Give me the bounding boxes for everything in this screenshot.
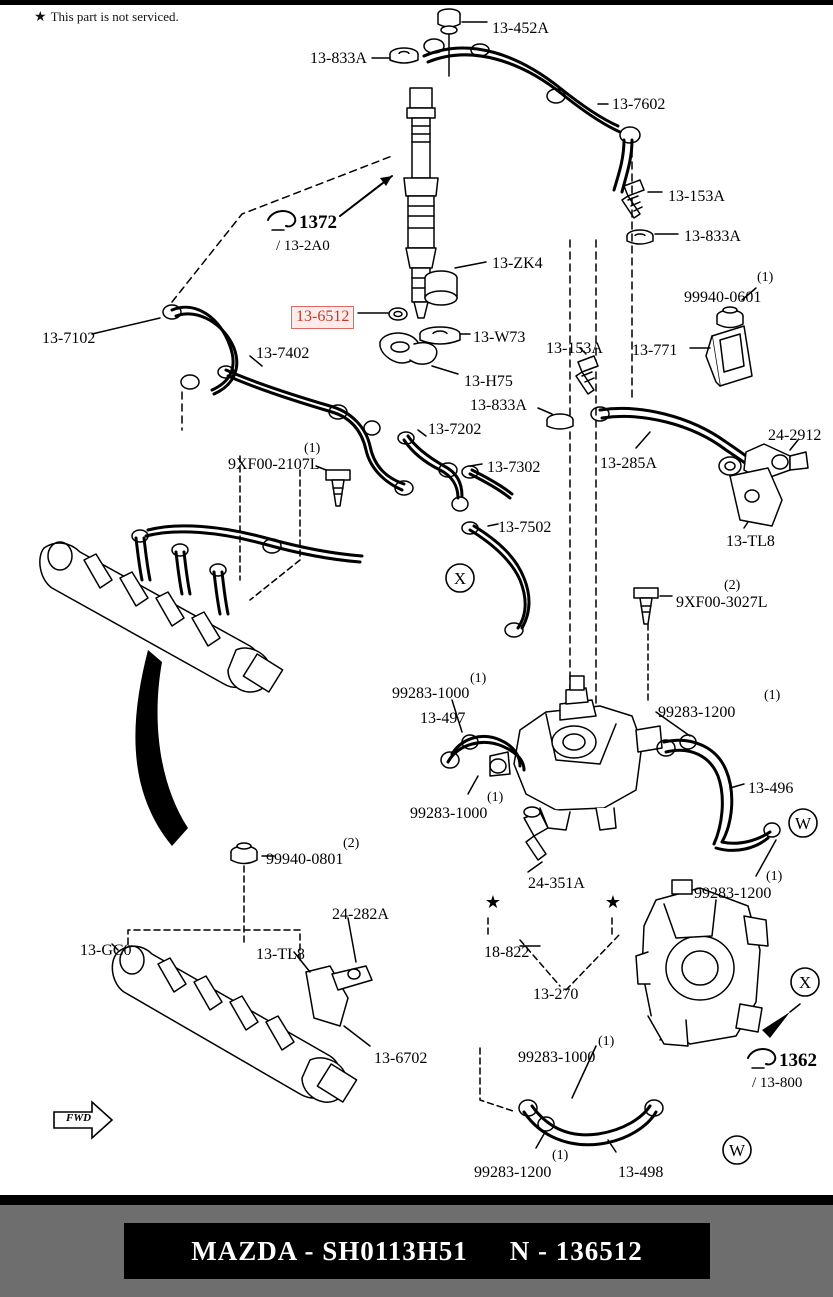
part-label-l-13-7402: 13-7402	[256, 345, 310, 362]
part-label-l-13-gc0: 13-GC0	[80, 942, 132, 959]
part-label-l-99283-1200-2: 99283-1200	[694, 885, 772, 902]
marker-x-1: X	[453, 569, 467, 588]
not-serviced-note-text: This part is not serviced.	[50, 9, 179, 24]
marker-star-2: ★	[604, 892, 622, 912]
part-label-l-13-7602: 13-7602	[612, 96, 666, 113]
footer-divider	[0, 1195, 833, 1205]
part-label-l-13-w73: 13-W73	[473, 329, 526, 346]
part-label-l-13-833a-2: 13-833A	[684, 228, 741, 245]
part-label-l-13-497: 13-497	[420, 710, 466, 727]
part-label-l-24-351a: 24-351A	[528, 875, 585, 892]
star-icon: ★	[34, 10, 47, 25]
part-label-l-1362: 1362	[779, 1050, 817, 1071]
part-label-l-9xf00-2107l: 9XF00-2107L	[228, 456, 320, 473]
marker-w-2: W	[728, 1141, 746, 1160]
fwd-label: FWD	[66, 1112, 92, 1124]
part-label-l-99283-1000-qty-3: (1)	[598, 1034, 615, 1049]
part-label-l-13-800: / 13-800	[752, 1075, 803, 1091]
part-label-l-99283-1000-2: 99283-1000	[410, 805, 488, 822]
part-label-l-13-7502: 13-7502	[498, 519, 552, 536]
part-label-l-24-282a: 24-282A	[332, 906, 389, 923]
part-label-l-13-153a-2: 13-153A	[546, 340, 603, 357]
part-label-l-99283-1200-qty-3: (1)	[552, 1148, 569, 1163]
part-label-l-99283-1200-1: 99283-1200	[658, 704, 736, 721]
part-label-l-13-270: 13-270	[533, 986, 579, 1003]
part-label-l-13-tl8-1: 13-TL8	[726, 533, 775, 550]
part-label-l-99283-1200-qty-1: (1)	[764, 688, 781, 703]
part-label-l-13-452a: 13-452A	[492, 20, 549, 37]
part-label-l-99283-1000-3: 99283-1000	[518, 1049, 596, 1066]
footer-bar	[0, 1205, 833, 1297]
part-label-l-24-2912: 24-2912	[768, 427, 822, 444]
part-label-l-99940-0801-qty: (2)	[343, 836, 360, 851]
part-label-l-13-tl8-2: 13-TL8	[256, 946, 305, 963]
part-label-l-13-7202: 13-7202	[428, 421, 482, 438]
footer-plate	[124, 1223, 710, 1279]
part-label-l-13-7102: 13-7102	[42, 330, 96, 347]
part-label-l-13-153a-1: 13-153A	[668, 188, 725, 205]
part-label-l-9xf00-3027l: 9XF00-3027L	[676, 594, 768, 611]
part-label-l-1372: 1372	[299, 212, 337, 233]
part-label-l-18-822: 18-822	[484, 944, 530, 961]
part-label-l-13-285a: 13-285A	[600, 455, 657, 472]
part-label-l-99940-0601-qty: (1)	[757, 270, 774, 285]
part-label-l-9xf00-3027l-qty: (2)	[724, 578, 741, 593]
part-label-l-99283-1000-qty-2: (1)	[487, 790, 504, 805]
footer-part-number-right: N - 136512	[509, 1235, 643, 1266]
part-label-l-99283-1000-qty-1: (1)	[470, 671, 487, 686]
part-label-l-13-6702: 13-6702	[374, 1050, 428, 1067]
part-label-l-13-833a-3: 13-833A	[470, 397, 527, 414]
part-label-l-13-h75: 13-H75	[464, 373, 513, 390]
part-label-l-13-771: 13-771	[632, 342, 678, 359]
part-label-l-13-2a0: / 13-2A0	[276, 238, 330, 254]
part-label-l-99283-1200-3: 99283-1200	[474, 1164, 552, 1181]
part-label-l-99940-0601: 99940-0601	[684, 289, 762, 306]
marker-x-2: X	[798, 973, 812, 992]
part-label-l-13-833a-1: 13-833A	[310, 50, 367, 67]
part-label-l-13-496: 13-496	[748, 780, 794, 797]
part-label-l-9xf00-2107l-qty: (1)	[304, 441, 321, 456]
marker-w-1: W	[794, 814, 812, 833]
part-label-l-99283-1200-qty-2: (1)	[766, 869, 783, 884]
part-label-l-13-zk4: 13-ZK4	[492, 255, 543, 272]
part-label-l-99940-0801: 99940-0801	[266, 851, 344, 868]
footer-part-number-left: MAZDA - SH0113H51	[191, 1235, 468, 1266]
part-label-l-13-498: 13-498	[618, 1164, 664, 1181]
part-label-l-99283-1000-1: 99283-1000	[392, 685, 470, 702]
part-label-l-13-6512: 13-6512	[291, 306, 354, 329]
marker-star-1: ★	[484, 892, 502, 912]
part-label-l-13-7302: 13-7302	[487, 459, 541, 476]
